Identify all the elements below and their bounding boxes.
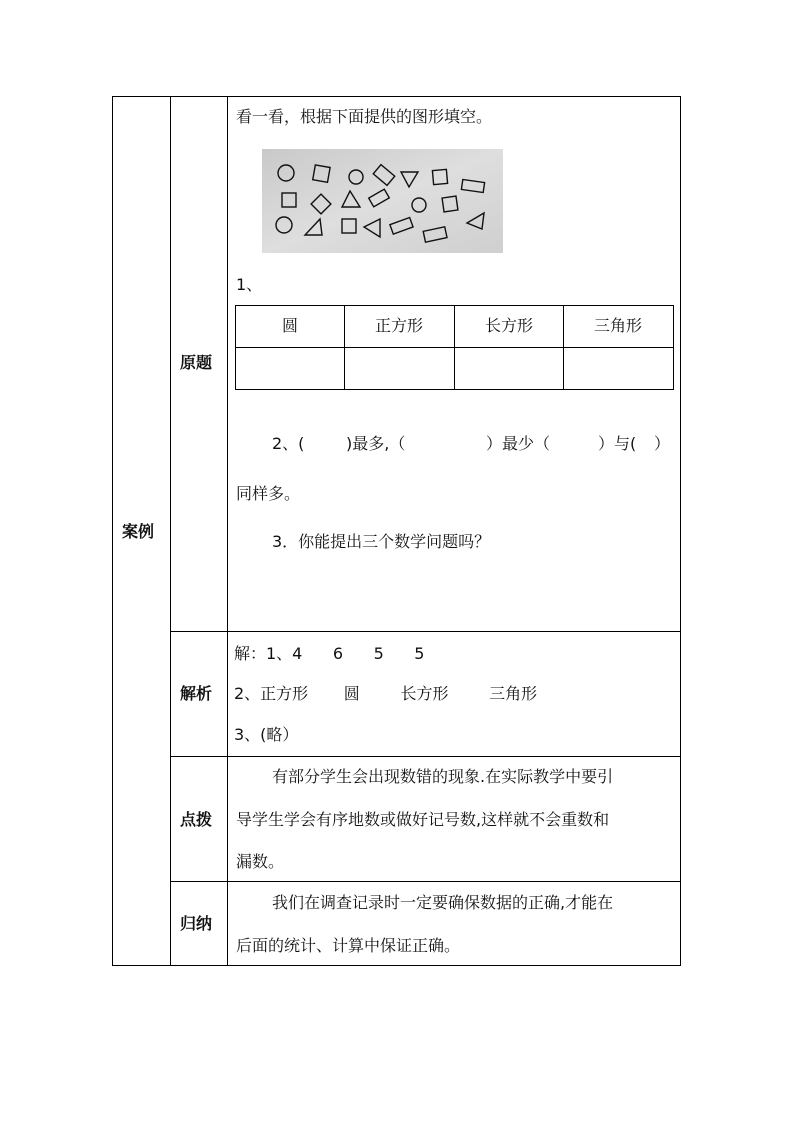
inner-table-right (673, 305, 674, 390)
table-border-left (112, 96, 113, 966)
instruction-text: 看一看，根据下面提供的图形填空。 (236, 107, 493, 126)
shapes-figure-svg (262, 149, 503, 253)
q2-part4: ） (654, 434, 671, 453)
q2-part3: ）与( (598, 434, 637, 453)
table-border-top (112, 96, 681, 97)
section-label-analysis: 解析 (180, 684, 213, 703)
q2-part2: ）最少（ (486, 434, 551, 453)
q2-prefix: 2、( (272, 434, 305, 453)
section-label-hint: 点拨 (180, 810, 213, 829)
summary-line1: 我们在调查记录时一定要确保数据的正确,才能在 (272, 893, 614, 912)
table-border-right (680, 96, 681, 966)
shapes-figure-image (262, 149, 503, 253)
col-divider-1 (170, 96, 171, 966)
table-border-bottom (112, 965, 681, 966)
section-label-summary: 归纳 (180, 914, 213, 933)
row-divider-summary (170, 881, 681, 882)
case-label: 案例 (122, 522, 155, 541)
header-square: 正方形 (374, 316, 423, 335)
analysis-line2: 2、正方形 圆 长方形 三角形 (234, 684, 538, 703)
row-divider-analysis (170, 631, 681, 632)
analysis-line3: 3、(略） (234, 725, 299, 744)
summary-line2: 后面的统计、计算中保证正确。 (236, 936, 461, 955)
q2-part1: )最多,（ (346, 434, 406, 453)
hint-line2: 导学生学会有序地数或做好记号数,这样就不会重数和 (236, 810, 610, 829)
q1-label: 1、 (236, 275, 263, 294)
col-divider-2 (227, 96, 228, 966)
analysis-line1: 解：1、4 6 5 5 (234, 644, 425, 663)
header-triangle: 三角形 (593, 316, 642, 335)
q3-text: 3．你能提出三个数学问题吗？ (272, 532, 491, 551)
hint-line3: 漏数。 (236, 852, 285, 871)
q2-line2: 同样多。 (236, 484, 301, 503)
header-circle: 圆 (281, 316, 298, 335)
section-label-original: 原题 (180, 353, 213, 372)
header-rectangle: 长方形 (484, 316, 533, 335)
hint-line1: 有部分学生会出现数错的现象.在实际教学中要引 (272, 767, 614, 786)
row-divider-hint (170, 756, 681, 757)
